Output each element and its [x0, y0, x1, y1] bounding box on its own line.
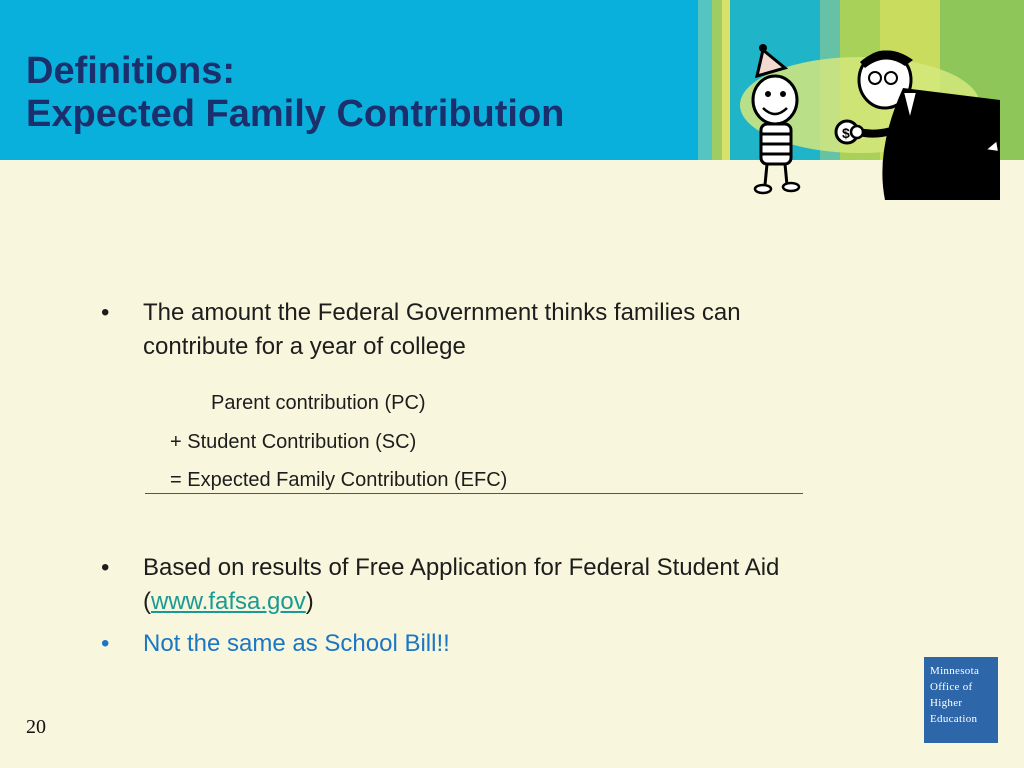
- formula-underline: [145, 493, 803, 494]
- fafsa-link[interactable]: www.fafsa.gov: [151, 588, 306, 615]
- page-number: 20: [26, 716, 46, 738]
- bullet-text: [143, 551, 779, 619]
- logo-line-2: Office of: [930, 681, 973, 693]
- bullet-line-1: The amount the Federal Government thinks families can: [143, 299, 741, 326]
- formula-student-contribution: + Student Contribution (SC): [170, 431, 417, 453]
- bullet-line-2: contribute for a year of college: [143, 333, 466, 360]
- formula-efc-total: = Expected Family Contribution (EFC): [170, 469, 508, 491]
- bullet-marker: •: [101, 630, 110, 657]
- bullet-text: Not the same as School Bill!!: [143, 630, 450, 657]
- bullet-line-2: [143, 585, 779, 619]
- svg-text:$: $: [842, 125, 850, 141]
- logo-line-1: Minnesota: [930, 665, 980, 677]
- bullet-line-1: Based on results of Free Application for Federal Student Aid: [143, 554, 780, 581]
- paren-open: (: [143, 588, 151, 615]
- logo-line-4: Education: [930, 713, 978, 725]
- paren-close: ): [305, 588, 314, 615]
- title-line-2: Expected Family Contribution: [26, 93, 565, 135]
- title-line-1: Definitions:: [26, 50, 235, 92]
- mohe-logo: [924, 657, 998, 743]
- logo-line-3: Higher: [930, 697, 963, 709]
- bullet-text: [143, 296, 741, 364]
- bullet-marker: •: [101, 554, 110, 581]
- bullet-marker: •: [101, 299, 110, 326]
- formula-parent-contribution: Parent contribution (PC): [211, 392, 426, 414]
